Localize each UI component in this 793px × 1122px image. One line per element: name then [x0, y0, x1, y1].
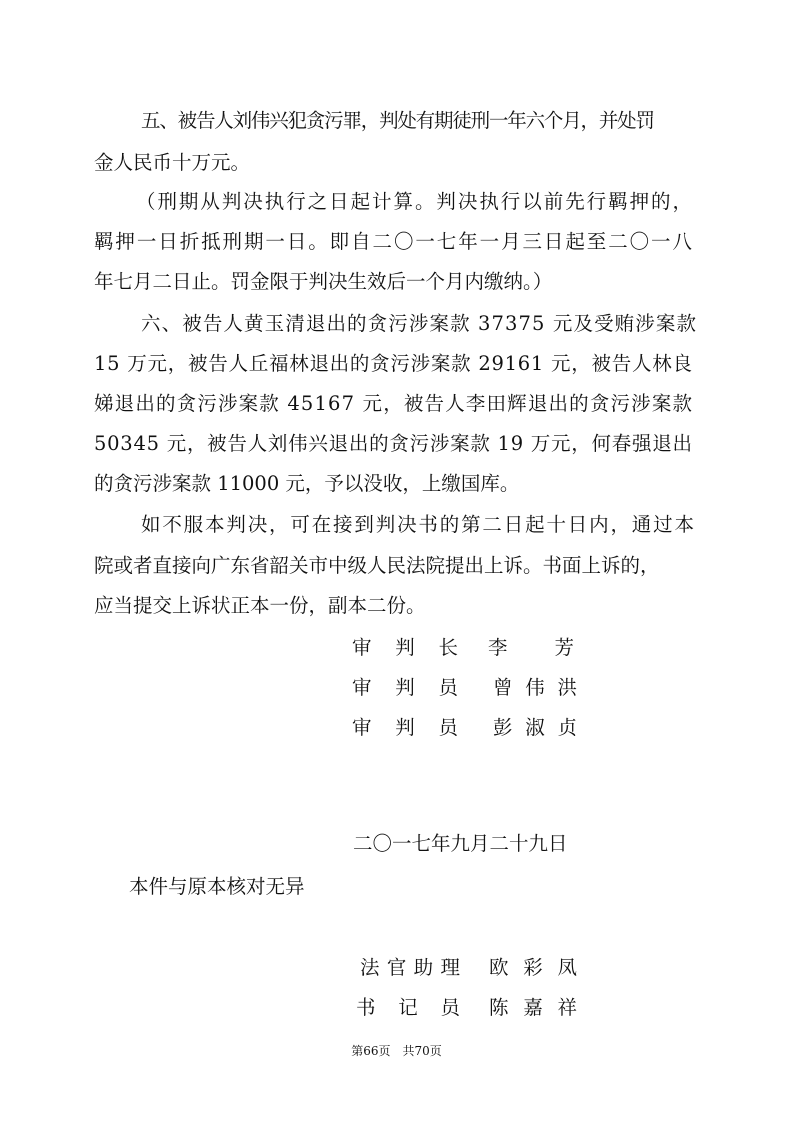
clerk-name: 欧彩凤	[489, 956, 592, 979]
signature-role: 审 判 员	[352, 676, 467, 699]
text-line: （刑期从判决执行之日起计算。判决执行以前先行羁押的，	[136, 190, 694, 213]
verification-note: 本件与原本核对无异	[129, 875, 305, 898]
page-number: 第66页 共70页	[351, 1044, 442, 1058]
signature-name: 李 芳	[488, 636, 582, 659]
signature-name: 彭淑贞	[493, 716, 590, 739]
text-line: 如不服本判决，可在接到判决书的第二日起十日内，通过本	[141, 513, 696, 536]
clerk-name: 陈嘉祥	[489, 996, 592, 1019]
signature-name: 曾伟洪	[493, 676, 590, 699]
signature-role: 审 判 长	[352, 636, 467, 659]
clerk-role: 书 记 员	[356, 996, 469, 1019]
signature-role: 审 判 员	[352, 716, 467, 739]
text-line: 50345 元，被告人刘伟兴退出的贪污涉案款 19 万元，何春强退出	[94, 432, 693, 455]
judgment-date: 二〇一七年九月二十九日	[353, 832, 568, 855]
text-line: 五、被告人刘伟兴犯贪污罪，判处有期徒刑一年六个月，并处罚	[141, 109, 654, 132]
text-line: 15 万元，被告人丘福林退出的贪污涉案款 29161 元，被告人林良	[94, 352, 693, 375]
text-line: 金人民币十万元。	[94, 151, 251, 174]
text-line: 六、被告人黄玉清退出的贪污涉案款 37375 元及受贿涉案款	[141, 312, 698, 335]
text-line: 院或者直接向广东省韶关市中级人民法院提出上诉。书面上诉的，	[94, 554, 660, 577]
text-line: 年七月二日止。罚金限于判决生效后一个月内缴纳。）	[94, 270, 553, 293]
text-line: 应当提交上诉状正本一份，副本二份。	[94, 594, 426, 617]
text-line: 娣退出的贪污涉案款 45167 元，被告人李田辉退出的贪污涉案款	[94, 392, 694, 415]
clerk-role: 法官助理	[360, 956, 468, 979]
text-line: 羁押一日折抵刑期一日。即自二〇一七年一月三日起至二〇一八	[94, 230, 694, 253]
text-line: 的贪污涉案款 11000 元，予以没收，上缴国库。	[94, 472, 520, 495]
